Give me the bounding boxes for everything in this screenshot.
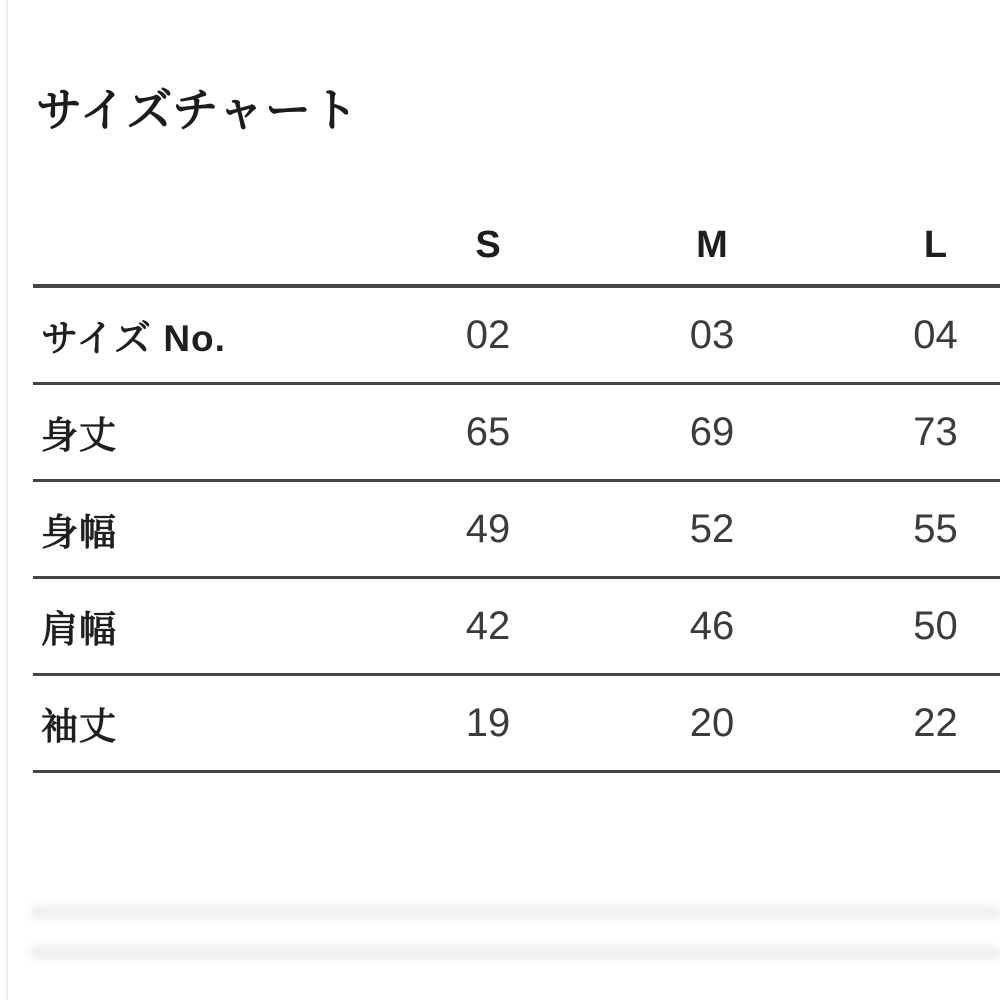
row-label: 身幅 [33, 481, 376, 578]
row-label: 袖丈 [33, 675, 376, 772]
header-empty-cell [33, 206, 376, 286]
faded-background-text [30, 945, 1000, 960]
row-label: サイズ No. [33, 286, 376, 384]
cell-value: 03 [600, 286, 824, 384]
cell-value: 73 [824, 384, 1000, 481]
screen-edge-artifact [6, 0, 8, 1000]
table-row-size-no [33, 286, 1000, 384]
cell-value: 42 [376, 578, 600, 675]
table-row-body-width [33, 481, 1000, 578]
cell-value: 69 [600, 384, 824, 481]
column-header-s: S [376, 206, 600, 286]
cell-value: 22 [824, 675, 1000, 772]
cell-value: 50 [824, 578, 1000, 675]
cell-value: 49 [376, 481, 600, 578]
cell-value: 46 [600, 578, 824, 675]
size-table [33, 206, 1000, 773]
faded-background-text [30, 905, 1000, 920]
column-header-l: L [824, 206, 1000, 286]
table-row-body-length [33, 384, 1000, 481]
column-header-m: M [600, 206, 824, 286]
cell-value: 65 [376, 384, 600, 481]
page-title: サイズチャート [36, 84, 360, 136]
table-row-shoulder-width [33, 578, 1000, 675]
cell-value: 19 [376, 675, 600, 772]
cell-value: 52 [600, 481, 824, 578]
row-label: 肩幅 [33, 578, 376, 675]
cell-value: 20 [600, 675, 824, 772]
size-chart-table [33, 206, 1000, 781]
cell-value: 55 [824, 481, 1000, 578]
cell-value: 04 [824, 286, 1000, 384]
header-row [33, 206, 1000, 286]
cell-value: 02 [376, 286, 600, 384]
row-label: 身丈 [33, 384, 376, 481]
table-row-sleeve-length [33, 675, 1000, 772]
